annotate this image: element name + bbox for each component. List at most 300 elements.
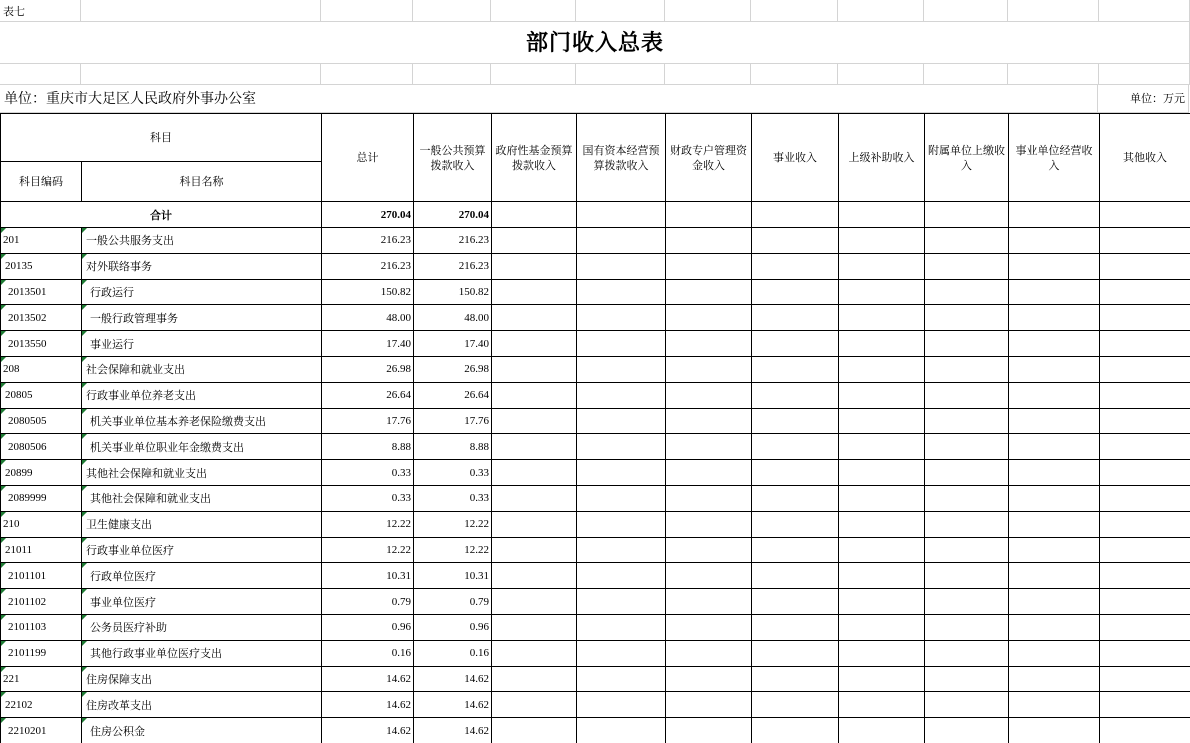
cell-indicator-icon (82, 460, 87, 465)
empty-cell[interactable] (752, 718, 839, 743)
total-cell[interactable]: 12.22 (322, 511, 414, 537)
subject-name-cell[interactable]: 其他社会保障和就业支出 (82, 485, 322, 511)
empty-cell[interactable] (666, 537, 752, 563)
empty-cell[interactable] (752, 279, 839, 305)
subject-name-cell[interactable]: 机关事业单位基本养老保险缴费支出 (82, 408, 322, 434)
total-cell[interactable]: 0.96 (322, 614, 414, 640)
table-row (1, 279, 1190, 305)
empty-cell[interactable] (1100, 331, 1190, 357)
empty-cell[interactable] (577, 640, 666, 666)
empty-cell[interactable] (1009, 331, 1100, 357)
empty-cell[interactable] (577, 614, 666, 640)
general-budget-cell[interactable]: 0.33 (414, 485, 492, 511)
empty-cell[interactable] (666, 511, 752, 537)
cell-indicator-icon (1, 331, 6, 336)
empty-cell[interactable] (1100, 356, 1190, 382)
empty-cell[interactable] (752, 537, 839, 563)
empty-cell[interactable] (577, 408, 666, 434)
table-row (1, 640, 1190, 666)
general-budget-cell[interactable]: 14.62 (414, 692, 492, 718)
subject-name-cell[interactable]: 住房改革支出 (82, 692, 322, 718)
empty-cell[interactable] (839, 279, 925, 305)
empty-cell[interactable] (666, 228, 752, 254)
subject-code-cell[interactable]: 2013501 (1, 279, 82, 305)
cell-indicator-icon (82, 486, 87, 491)
cell-indicator-icon (82, 434, 87, 439)
empty-cell[interactable] (1009, 485, 1100, 511)
subject-name-cell[interactable]: 事业运行 (82, 331, 322, 357)
empty-cell[interactable] (492, 511, 577, 537)
empty-cell[interactable] (839, 692, 925, 718)
empty-cell[interactable] (666, 666, 752, 692)
empty-cell[interactable] (925, 408, 1009, 434)
header-general-budget: 一般公共预算拨款收入 (414, 114, 492, 202)
subject-code-cell[interactable]: 2013550 (1, 331, 82, 357)
empty-cell[interactable] (492, 382, 577, 408)
empty-cell[interactable] (1009, 563, 1100, 589)
empty-cell[interactable] (577, 537, 666, 563)
empty-cell[interactable] (752, 511, 839, 537)
empty-cell[interactable] (1100, 279, 1190, 305)
total-label: 合计 (1, 202, 322, 228)
general-budget-cell[interactable]: 0.33 (414, 460, 492, 486)
cell-indicator-icon (82, 615, 87, 620)
general-budget-cell[interactable]: 14.62 (414, 666, 492, 692)
total-cell[interactable]: 12.22 (322, 537, 414, 563)
empty-cell[interactable] (839, 460, 925, 486)
subject-name-cell[interactable]: 住房公积金 (82, 718, 322, 743)
empty-cell[interactable] (666, 253, 752, 279)
empty-cell[interactable] (577, 692, 666, 718)
empty-cell[interactable] (577, 563, 666, 589)
empty-cell[interactable] (1009, 228, 1100, 254)
empty-cell[interactable] (577, 589, 666, 615)
empty-cell[interactable] (577, 253, 666, 279)
cell-indicator-icon (82, 641, 87, 646)
empty-cell[interactable] (752, 382, 839, 408)
table-row (1, 589, 1190, 615)
empty-cell[interactable] (925, 253, 1009, 279)
cell-indicator-icon (1, 512, 6, 517)
subject-name-cell[interactable]: 卫生健康支出 (82, 511, 322, 537)
general-budget-cell[interactable]: 26.98 (414, 356, 492, 382)
general-budget-cell[interactable]: 12.22 (414, 537, 492, 563)
unit-organization: 单位：重庆市大足区人民政府外事办公室 (4, 91, 256, 107)
cell-indicator-icon (1, 486, 6, 491)
empty-cell[interactable] (1100, 589, 1190, 615)
subject-code-cell[interactable]: 210 (1, 511, 82, 537)
cell-indicator-icon (1, 718, 6, 723)
empty-cell[interactable] (925, 589, 1009, 615)
empty-cell[interactable] (839, 511, 925, 537)
table-row (1, 408, 1190, 434)
empty-cell[interactable] (752, 331, 839, 357)
empty-cell[interactable] (1009, 511, 1100, 537)
cell-indicator-icon (82, 228, 87, 233)
page-title: 部门收入总表 (525, 30, 664, 56)
cell-indicator-icon (1, 357, 6, 362)
empty-cell[interactable] (666, 382, 752, 408)
empty-cell[interactable] (925, 356, 1009, 382)
cell-indicator-icon (1, 409, 6, 414)
subject-name-cell[interactable]: 其他社会保障和就业支出 (82, 460, 322, 486)
cell-indicator-icon (1, 615, 6, 620)
empty-cell[interactable] (1009, 408, 1100, 434)
general-budget-cell[interactable]: 10.31 (414, 563, 492, 589)
empty-cell[interactable] (1100, 537, 1190, 563)
subject-code-cell[interactable]: 208 (1, 356, 82, 382)
general-budget-cell[interactable]: 150.82 (414, 279, 492, 305)
empty-cell[interactable] (839, 485, 925, 511)
empty-cell[interactable] (666, 305, 752, 331)
table-row (1, 692, 1190, 718)
empty-cell[interactable] (1009, 589, 1100, 615)
empty-cell[interactable] (752, 228, 839, 254)
general-budget-cell[interactable]: 0.96 (414, 614, 492, 640)
table-row (1, 718, 1190, 743)
empty-cell[interactable] (1009, 666, 1100, 692)
empty-cell[interactable] (1100, 253, 1190, 279)
empty-cell[interactable] (577, 485, 666, 511)
empty-cell[interactable] (1009, 382, 1100, 408)
empty-cell[interactable] (1009, 356, 1100, 382)
empty-cell[interactable] (1100, 666, 1190, 692)
empty-cell[interactable] (752, 408, 839, 434)
unit-currency: 单位：万元 (1130, 92, 1185, 105)
table-row (1, 485, 1190, 511)
empty-cell[interactable] (492, 614, 577, 640)
empty-cell[interactable] (492, 537, 577, 563)
header-affiliated: 附属单位上缴收入 (925, 114, 1009, 202)
cell-indicator-icon (82, 667, 87, 672)
header-total: 总计 (322, 114, 414, 202)
empty-cell[interactable] (577, 279, 666, 305)
header-superior-subsidy: 上级补助收入 (839, 114, 925, 202)
subject-code-cell[interactable]: 2101103 (1, 614, 82, 640)
cell-indicator-icon (1, 228, 6, 233)
empty-cell[interactable] (666, 279, 752, 305)
empty-cell[interactable] (492, 692, 577, 718)
empty-cell[interactable] (752, 485, 839, 511)
empty-cell[interactable] (925, 692, 1009, 718)
cell-indicator-icon (1, 667, 6, 672)
empty-cell[interactable] (492, 589, 577, 615)
empty-cell[interactable] (1009, 253, 1100, 279)
general-budget-cell[interactable]: 0.79 (414, 589, 492, 615)
subject-code-cell[interactable]: 221 (1, 666, 82, 692)
subject-name-cell[interactable]: 一般行政管理事务 (82, 305, 322, 331)
empty-cell[interactable] (1009, 460, 1100, 486)
empty-cell[interactable] (1100, 434, 1190, 460)
subject-name-cell[interactable]: 一般公共服务支出 (82, 228, 322, 254)
total-cell[interactable]: 0.33 (322, 460, 414, 486)
subject-name-cell[interactable]: 行政事业单位医疗 (82, 537, 322, 563)
general-budget-cell[interactable]: 8.88 (414, 434, 492, 460)
empty-cell[interactable] (1100, 692, 1190, 718)
header-business-operation: 事业单位经营收入 (1009, 114, 1100, 202)
empty-cell[interactable] (752, 460, 839, 486)
table-row (1, 460, 1190, 486)
total-cell[interactable]: 0.16 (322, 640, 414, 666)
subject-code-cell[interactable]: 20135 (1, 253, 82, 279)
empty-cell[interactable] (839, 331, 925, 357)
header-state-capital: 国有资本经营预算拨款收入 (577, 114, 666, 202)
cell-indicator-icon (1, 254, 6, 259)
header-fiscal-special: 财政专户管理资金收入 (666, 114, 752, 202)
empty-cell[interactable] (839, 640, 925, 666)
subject-code-cell[interactable]: 22102 (1, 692, 82, 718)
empty-cell[interactable] (492, 640, 577, 666)
subject-name-cell[interactable]: 机关事业单位职业年金缴费支出 (82, 434, 322, 460)
empty-cell[interactable] (839, 408, 925, 434)
empty-cell[interactable] (1100, 485, 1190, 511)
total-cell[interactable]: 10.31 (322, 563, 414, 589)
total-cell[interactable]: 26.98 (322, 356, 414, 382)
table-row (1, 228, 1190, 254)
sheet-label: 表七 (3, 5, 25, 18)
cell-indicator-icon (82, 538, 87, 543)
empty-cell[interactable] (1100, 640, 1190, 666)
subject-name-cell[interactable]: 行政单位医疗 (82, 563, 322, 589)
empty-cell[interactable] (1100, 614, 1190, 640)
general-budget-cell[interactable]: 48.00 (414, 305, 492, 331)
empty-cell[interactable] (577, 511, 666, 537)
cell-indicator-icon (1, 434, 6, 439)
subject-name-cell[interactable]: 公务员医疗补助 (82, 614, 322, 640)
empty-cell[interactable] (1100, 563, 1190, 589)
total-cell[interactable]: 150.82 (322, 279, 414, 305)
general-budget-cell[interactable]: 26.64 (414, 382, 492, 408)
empty-cell[interactable] (577, 382, 666, 408)
cell-indicator-icon (1, 280, 6, 285)
total-cell[interactable]: 216.23 (322, 253, 414, 279)
empty-cell[interactable] (492, 305, 577, 331)
subject-name-cell[interactable]: 行政事业单位养老支出 (82, 382, 322, 408)
empty-cell[interactable] (1009, 692, 1100, 718)
empty-cell[interactable] (839, 666, 925, 692)
general-budget-cell[interactable]: 17.40 (414, 331, 492, 357)
empty-cell[interactable] (752, 589, 839, 615)
empty-cell[interactable] (1100, 408, 1190, 434)
subject-code-cell[interactable]: 2089999 (1, 485, 82, 511)
table-row (1, 666, 1190, 692)
empty-cell[interactable] (752, 305, 839, 331)
empty-cell[interactable] (925, 382, 1009, 408)
empty-cell[interactable] (666, 614, 752, 640)
empty-cell[interactable] (1009, 279, 1100, 305)
empty-cell[interactable] (492, 460, 577, 486)
empty-cell[interactable] (666, 718, 752, 743)
empty-cell[interactable] (1009, 614, 1100, 640)
empty-cell[interactable] (925, 563, 1009, 589)
empty-cell[interactable] (492, 228, 577, 254)
cell-indicator-icon (1, 383, 6, 388)
empty-cell[interactable] (925, 718, 1009, 743)
total-cell[interactable]: 48.00 (322, 305, 414, 331)
table-row (1, 331, 1190, 357)
cell-indicator-icon (82, 331, 87, 336)
empty-cell[interactable] (1100, 460, 1190, 486)
subject-name-cell[interactable]: 行政运行 (82, 279, 322, 305)
empty-cell[interactable] (925, 485, 1009, 511)
empty-cell[interactable] (1009, 640, 1100, 666)
subject-code-cell[interactable]: 20899 (1, 460, 82, 486)
empty-cell[interactable] (1100, 305, 1190, 331)
cell-indicator-icon (1, 563, 6, 568)
table-row (1, 253, 1190, 279)
empty-cell[interactable] (577, 331, 666, 357)
empty-cell[interactable] (492, 279, 577, 305)
empty-cell[interactable] (839, 563, 925, 589)
empty-cell[interactable] (839, 382, 925, 408)
empty-cell[interactable] (666, 408, 752, 434)
cell-indicator-icon (1, 589, 6, 594)
total-cell[interactable]: 26.64 (322, 382, 414, 408)
subject-code-cell[interactable]: 2013502 (1, 305, 82, 331)
table-row (1, 511, 1190, 537)
general-budget-cell[interactable]: 12.22 (414, 511, 492, 537)
empty-cell[interactable] (839, 589, 925, 615)
general-budget-cell[interactable]: 0.16 (414, 640, 492, 666)
subject-code-cell[interactable]: 201 (1, 228, 82, 254)
subject-code-cell[interactable]: 2080505 (1, 408, 82, 434)
empty-cell[interactable] (1100, 382, 1190, 408)
empty-cell[interactable] (839, 537, 925, 563)
empty-cell[interactable] (1100, 718, 1190, 743)
empty-cell[interactable] (925, 666, 1009, 692)
general-budget-cell[interactable]: 17.76 (414, 408, 492, 434)
table-row (1, 356, 1190, 382)
empty-cell[interactable] (925, 434, 1009, 460)
subject-name-cell[interactable]: 其他行政事业单位医疗支出 (82, 640, 322, 666)
empty-cell[interactable] (839, 718, 925, 743)
empty-cell[interactable] (492, 434, 577, 460)
subject-code-cell[interactable]: 2101102 (1, 589, 82, 615)
empty-cell[interactable] (1009, 305, 1100, 331)
empty-cell[interactable] (492, 331, 577, 357)
table-row (1, 382, 1190, 408)
subject-code-cell[interactable]: 2101199 (1, 640, 82, 666)
subject-name-cell[interactable]: 事业单位医疗 (82, 589, 322, 615)
income-table (0, 113, 1190, 743)
total-cell[interactable]: 14.62 (322, 692, 414, 718)
header-gov-fund: 政府性基金预算拨款收入 (492, 114, 577, 202)
empty-cell[interactable] (839, 228, 925, 254)
empty-cell[interactable] (492, 718, 577, 743)
empty-cell[interactable] (666, 356, 752, 382)
subject-name-cell[interactable]: 对外联络事务 (82, 253, 322, 279)
empty-cell[interactable] (666, 692, 752, 718)
subject-name-cell[interactable]: 社会保障和就业支出 (82, 356, 322, 382)
empty-cell[interactable] (577, 666, 666, 692)
empty-cell[interactable] (752, 640, 839, 666)
empty-cell[interactable] (577, 434, 666, 460)
total-cell[interactable]: 17.76 (322, 408, 414, 434)
header-subject-code: 科目编码 (1, 162, 82, 202)
total-cell[interactable]: 14.62 (322, 718, 414, 743)
empty-cell[interactable] (752, 563, 839, 589)
empty-cell[interactable] (752, 434, 839, 460)
empty-cell[interactable] (666, 331, 752, 357)
subject-code-cell[interactable]: 21011 (1, 537, 82, 563)
general-budget-cell[interactable]: 216.23 (414, 228, 492, 254)
total-cell[interactable]: 0.79 (322, 589, 414, 615)
table-row (1, 537, 1190, 563)
total-cell[interactable]: 8.88 (322, 434, 414, 460)
empty-cell[interactable] (752, 692, 839, 718)
empty-cell[interactable] (492, 356, 577, 382)
empty-cell[interactable] (1100, 511, 1190, 537)
empty-cell[interactable] (925, 279, 1009, 305)
empty-cell[interactable] (1009, 718, 1100, 743)
empty-cell[interactable] (577, 305, 666, 331)
empty-cell[interactable] (839, 253, 925, 279)
empty-cell[interactable] (839, 434, 925, 460)
total-cell[interactable]: 17.40 (322, 331, 414, 357)
empty-cell[interactable] (839, 356, 925, 382)
subject-code-cell[interactable]: 2080506 (1, 434, 82, 460)
empty-cell[interactable] (492, 408, 577, 434)
empty-cell[interactable] (666, 640, 752, 666)
empty-cell[interactable] (839, 614, 925, 640)
empty-cell[interactable] (666, 460, 752, 486)
empty-cell[interactable] (577, 460, 666, 486)
cell-indicator-icon (82, 563, 87, 568)
empty-cell[interactable] (925, 640, 1009, 666)
total-cell[interactable]: 216.23 (322, 228, 414, 254)
empty-cell[interactable] (925, 614, 1009, 640)
empty-cell[interactable] (577, 356, 666, 382)
table-row (1, 614, 1190, 640)
empty-cell[interactable] (577, 718, 666, 743)
total-cell[interactable]: 0.33 (322, 485, 414, 511)
empty-cell[interactable] (925, 537, 1009, 563)
empty-cell[interactable] (1009, 537, 1100, 563)
empty-cell[interactable] (925, 511, 1009, 537)
subject-code-cell[interactable]: 2210201 (1, 718, 82, 743)
empty-cell[interactable] (666, 434, 752, 460)
empty-cell[interactable] (1009, 434, 1100, 460)
total-cell[interactable]: 14.62 (322, 666, 414, 692)
empty-cell[interactable] (492, 485, 577, 511)
empty-cell[interactable] (492, 563, 577, 589)
empty-cell[interactable] (1100, 228, 1190, 254)
empty-cell[interactable] (666, 563, 752, 589)
empty-cell[interactable] (752, 666, 839, 692)
header-other: 其他收入 (1100, 114, 1190, 202)
subject-code-cell[interactable]: 2101101 (1, 563, 82, 589)
empty-cell[interactable] (492, 666, 577, 692)
empty-cell[interactable] (666, 589, 752, 615)
subject-name-cell[interactable]: 住房保障支出 (82, 666, 322, 692)
empty-cell[interactable] (752, 614, 839, 640)
empty-cell[interactable] (752, 356, 839, 382)
cell-indicator-icon (82, 409, 87, 414)
empty-cell[interactable] (839, 305, 925, 331)
empty-cell[interactable] (666, 485, 752, 511)
general-budget-cell[interactable]: 216.23 (414, 253, 492, 279)
empty-cell[interactable] (925, 331, 1009, 357)
empty-cell[interactable] (925, 228, 1009, 254)
general-budget-cell[interactable]: 14.62 (414, 718, 492, 743)
empty-cell[interactable] (925, 305, 1009, 331)
empty-cell[interactable] (492, 253, 577, 279)
empty-cell[interactable] (577, 228, 666, 254)
empty-cell[interactable] (925, 460, 1009, 486)
empty-cell[interactable] (752, 253, 839, 279)
subject-code-cell[interactable]: 20805 (1, 382, 82, 408)
table-row (1, 434, 1190, 460)
